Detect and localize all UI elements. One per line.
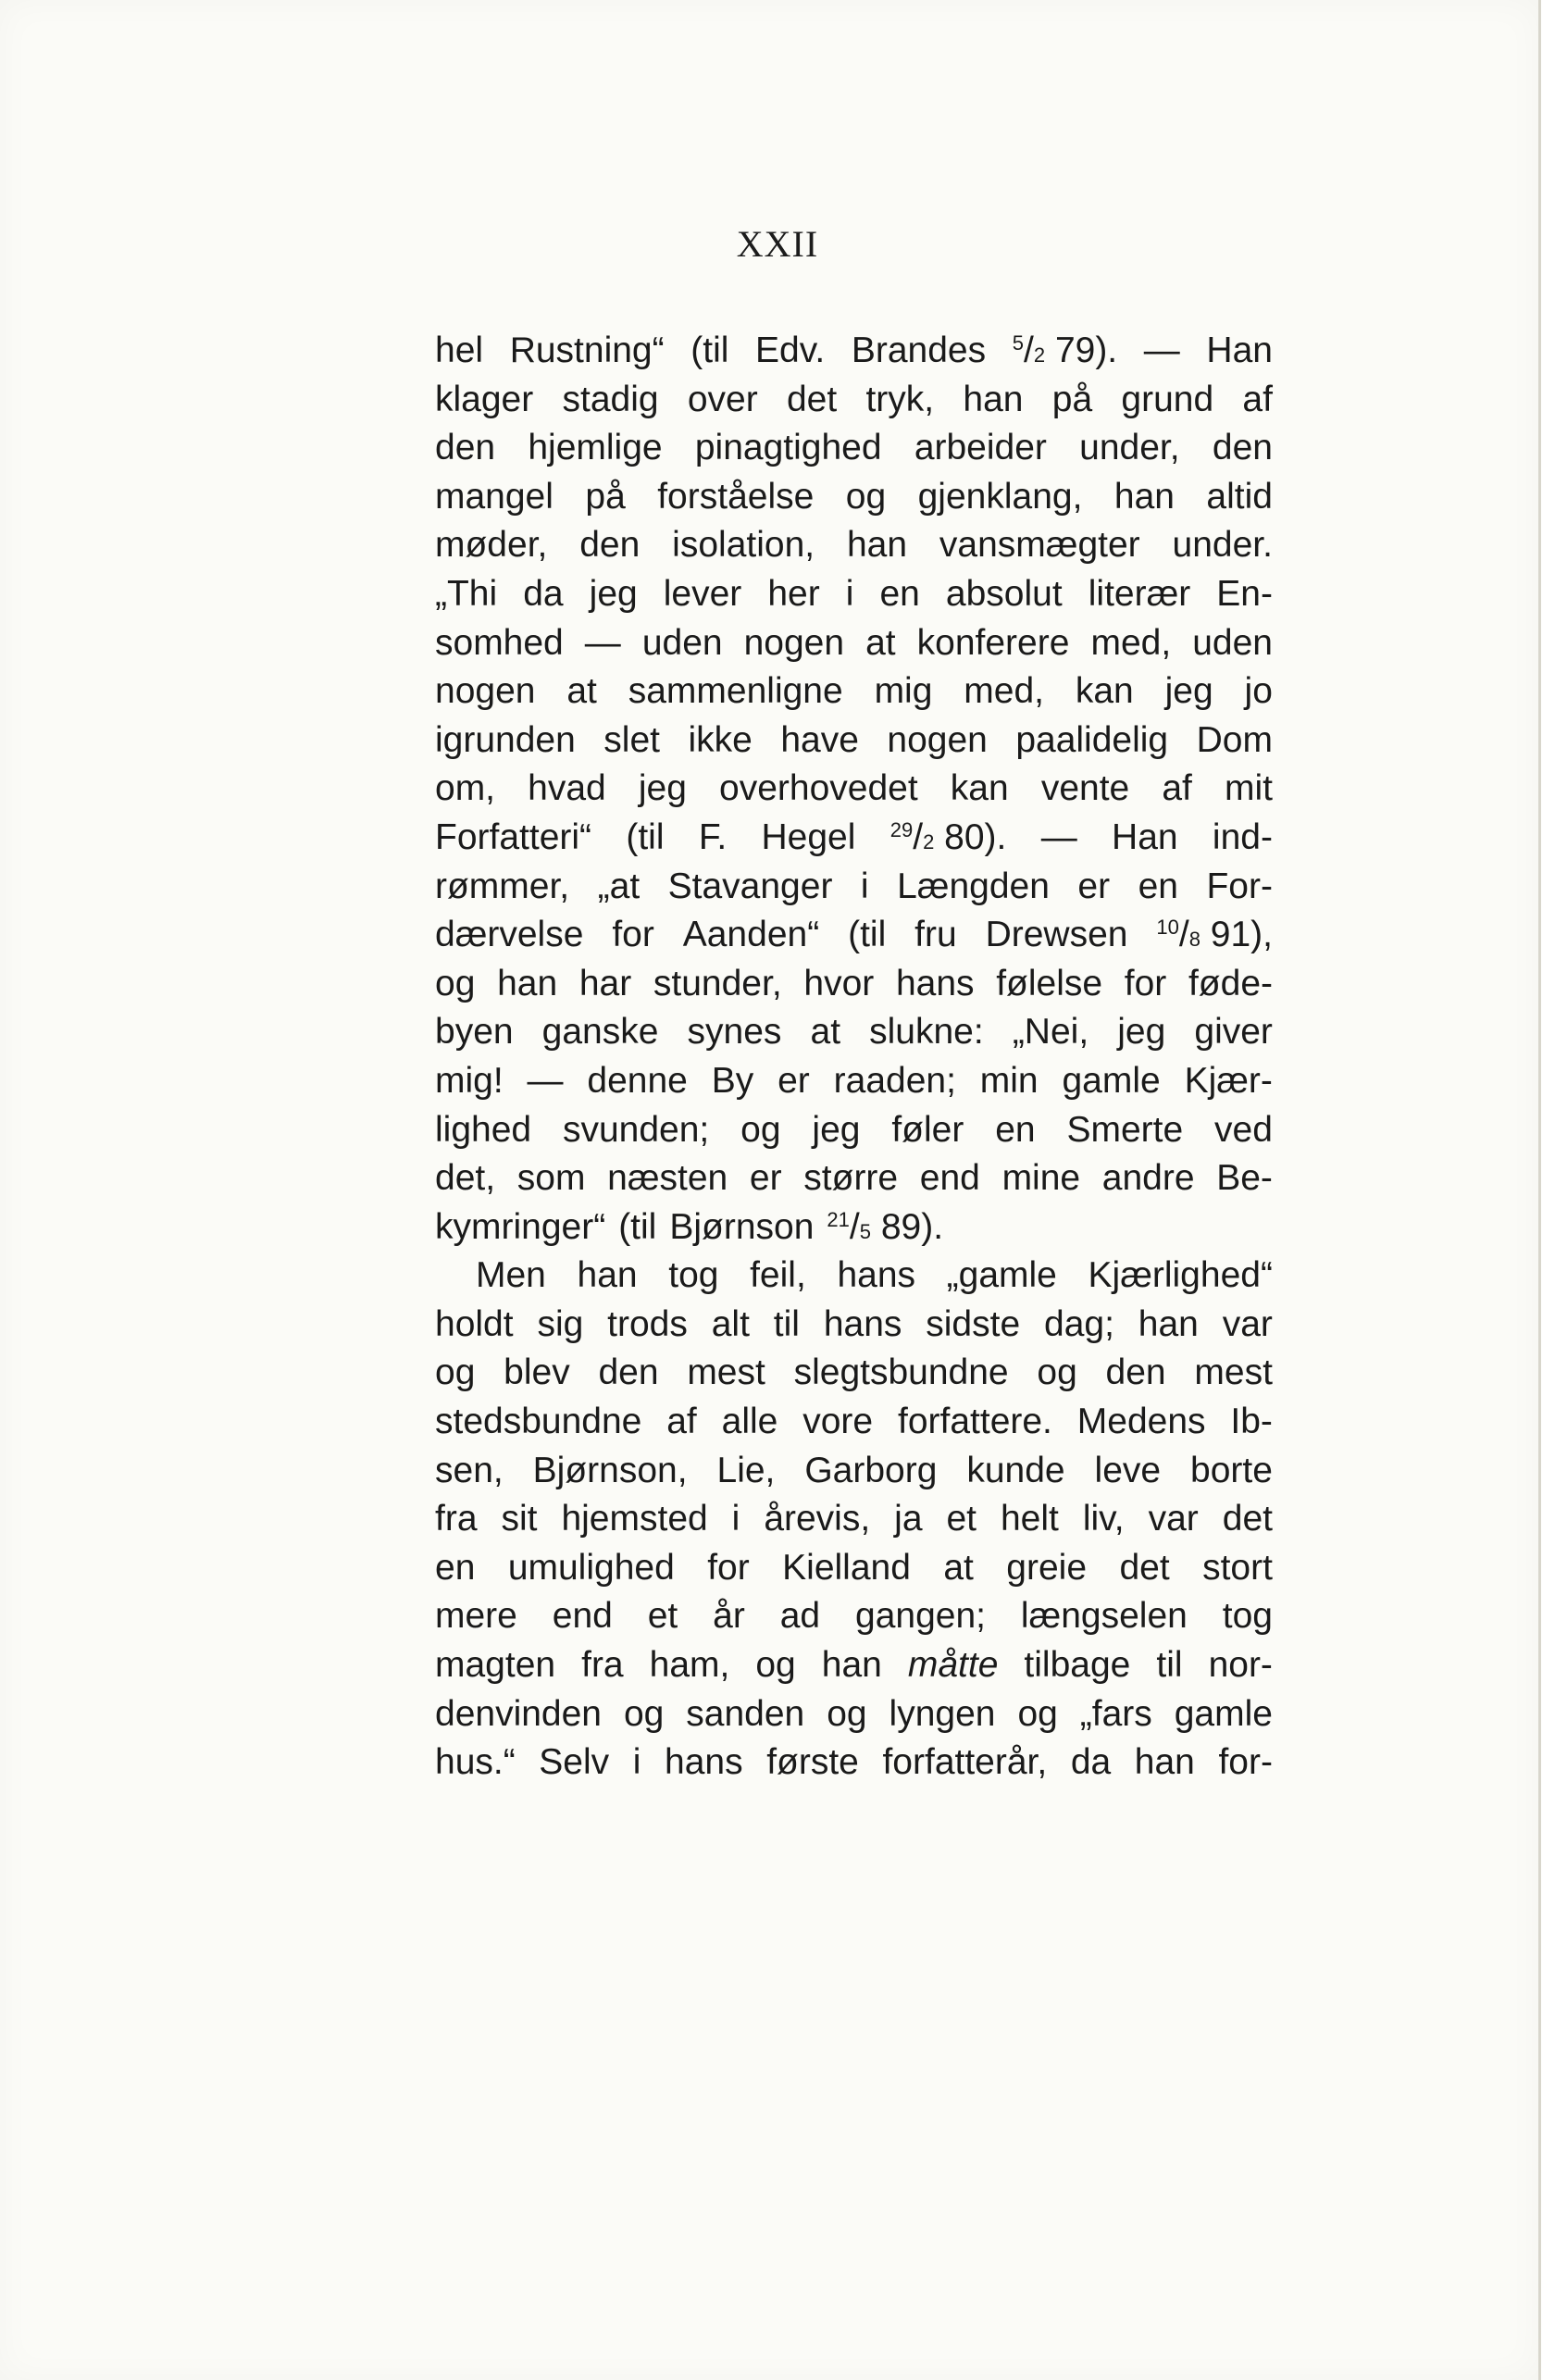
word: Lie, (716, 1450, 776, 1490)
word: overhovedet (719, 768, 918, 809)
word: Kjær- (1184, 1060, 1273, 1101)
word: Han (1112, 816, 1178, 857)
word: sammenligne (628, 671, 843, 712)
word: slet (603, 719, 660, 760)
word: på (585, 476, 626, 517)
word: uden (1192, 622, 1273, 663)
word: En- (1216, 573, 1273, 614)
word: mangel (435, 476, 554, 517)
word: $^{29}$/2 80). (889, 816, 1007, 857)
word: ind- (1212, 816, 1273, 857)
word: Kjærlighed“ (1088, 1255, 1273, 1296)
word: jeg (812, 1109, 861, 1150)
word: forståelse (657, 476, 815, 517)
word: han (846, 525, 908, 566)
word: dag; (1044, 1303, 1114, 1344)
word: er (749, 1158, 782, 1199)
word: og (755, 1645, 796, 1686)
date-day: 5 (1012, 330, 1024, 355)
word: lever (663, 573, 742, 614)
text-line (435, 667, 1273, 716)
word: — (527, 1060, 564, 1101)
word: — (584, 622, 621, 663)
word: ved (1214, 1109, 1273, 1150)
word: forfattere. (897, 1402, 1052, 1442)
word: hvor (803, 963, 875, 1003)
word: nogen (743, 622, 845, 663)
word: en (879, 573, 920, 614)
word: lyngen (889, 1693, 996, 1734)
word: han (963, 379, 1024, 419)
word: ikke (688, 719, 753, 760)
word: om, (435, 768, 496, 809)
word: F. (698, 816, 728, 857)
word: jeg (589, 573, 638, 614)
word: han (577, 1255, 638, 1296)
word: alt (711, 1303, 750, 1344)
word: fra (581, 1645, 624, 1686)
word: over (687, 379, 758, 419)
word: Kielland (782, 1547, 911, 1588)
word: og (435, 1352, 476, 1393)
word: føler (891, 1109, 964, 1150)
word: sanden (686, 1693, 805, 1734)
word: $^{21}$/5 89). (827, 1206, 944, 1247)
word: var (1222, 1303, 1273, 1344)
word: et (946, 1499, 977, 1539)
word: større (803, 1158, 899, 1199)
word: For- (1206, 866, 1273, 906)
word: stunder, (653, 963, 782, 1003)
word: lighed (435, 1109, 532, 1150)
word: føde- (1188, 963, 1273, 1003)
body-text (435, 327, 1273, 1788)
word: feil, (750, 1255, 806, 1296)
word: end (552, 1596, 613, 1637)
word: Be- (1216, 1158, 1273, 1199)
word: i (632, 1742, 641, 1783)
text-line (435, 1203, 1273, 1252)
word: Aanden“ (682, 915, 820, 955)
word: mig (874, 671, 933, 712)
word: slegtsbundne (793, 1352, 1009, 1393)
word: By (711, 1060, 754, 1101)
word: for (612, 915, 654, 955)
word: Han (1206, 330, 1273, 370)
date-month: 8 (1188, 928, 1200, 952)
word: Rustning“ (509, 330, 665, 370)
text-line (435, 1106, 1273, 1155)
word: literær (1088, 573, 1191, 614)
text-line (435, 619, 1273, 668)
word: at (943, 1547, 974, 1588)
word: den (435, 428, 496, 468)
word: dærvelse (435, 915, 584, 955)
word: gamle (1174, 1693, 1273, 1734)
word: min (979, 1060, 1039, 1101)
word: grund (1121, 379, 1214, 419)
word: en (435, 1547, 476, 1588)
word: absolut (945, 573, 1063, 614)
word-text: 91), (1210, 915, 1273, 955)
word: mine (1001, 1158, 1081, 1199)
text-line (435, 1544, 1273, 1593)
word: helt (1000, 1499, 1059, 1539)
word: (til (626, 816, 665, 857)
word: hel (435, 330, 484, 370)
text-line (435, 1495, 1273, 1544)
word: kan (950, 768, 1009, 809)
word: Længden (897, 866, 1050, 906)
word: somhed (435, 622, 564, 663)
word: at (566, 671, 597, 712)
word: synes (687, 1012, 782, 1053)
word: liv, (1082, 1499, 1125, 1539)
word: at (810, 1012, 841, 1053)
word: Hegel (761, 816, 856, 857)
word: stedsbundne (435, 1402, 642, 1442)
word: jo (1244, 671, 1273, 712)
word: raaden; (833, 1060, 956, 1101)
word: og (435, 963, 476, 1003)
word: „gamle (946, 1255, 1057, 1296)
word: da (523, 573, 564, 614)
word: at (865, 622, 896, 663)
word: og (827, 1693, 867, 1734)
word: jeg (1164, 671, 1213, 712)
word: forfatterår, (882, 1742, 1048, 1783)
word: kunde (966, 1450, 1065, 1490)
word: hans (837, 1255, 916, 1296)
text-line (435, 327, 1273, 376)
word: kymringer“ (435, 1206, 606, 1247)
text-line (435, 1008, 1273, 1057)
page-number: XXII (736, 223, 819, 265)
word: i (845, 573, 854, 614)
text-line (435, 1447, 1273, 1496)
word: første (766, 1742, 859, 1783)
date-day: 10 (1156, 915, 1179, 939)
word: arbeider (914, 428, 1047, 468)
word: i (731, 1499, 740, 1539)
word: Bjørnson (669, 1206, 815, 1247)
word: den (579, 525, 641, 566)
word: og (623, 1693, 665, 1734)
text-line (435, 1057, 1273, 1106)
word: gamle (1062, 1060, 1161, 1101)
text-line (435, 473, 1273, 522)
word: det (1222, 1499, 1273, 1539)
word: er (1077, 866, 1111, 906)
word: ja (894, 1499, 923, 1539)
word: have (780, 719, 859, 760)
word: — (1040, 816, 1077, 857)
word: mest (1194, 1352, 1273, 1393)
word: vansmægter (939, 525, 1140, 566)
word: holdt (435, 1303, 514, 1344)
word: stort (1202, 1547, 1273, 1588)
word: „fars (1079, 1693, 1152, 1734)
word: følelse (996, 963, 1103, 1003)
word: og (845, 476, 887, 517)
word: hjemsted (561, 1499, 708, 1539)
word-text: 89). (880, 1206, 944, 1247)
word: da (1070, 1742, 1112, 1783)
word: Men (476, 1255, 546, 1296)
word: af (1162, 768, 1192, 809)
word: under, (1079, 428, 1180, 468)
word: tog (668, 1255, 719, 1296)
word: end (919, 1158, 980, 1199)
word: mere (435, 1596, 517, 1637)
word: fru (914, 915, 957, 955)
word: den (1212, 428, 1273, 468)
text-line (435, 765, 1273, 814)
text-line (435, 1592, 1273, 1641)
word: uden (641, 622, 723, 663)
word: hus.“ (435, 1742, 516, 1783)
word: årevis, (764, 1499, 871, 1539)
word: altid (1206, 476, 1273, 517)
text-line (435, 1349, 1273, 1398)
word: måtte (907, 1645, 999, 1686)
date-month: 2 (1033, 343, 1046, 367)
word: for (707, 1547, 750, 1588)
word: vente (1040, 768, 1130, 809)
word: hvad (528, 768, 606, 809)
word: slukne: (869, 1012, 984, 1053)
word: til (773, 1303, 800, 1344)
word: nogen (435, 671, 536, 712)
word: Garborg (804, 1450, 938, 1490)
text-line (435, 1252, 1273, 1301)
word: hans (665, 1742, 743, 1783)
word: den (598, 1352, 659, 1393)
word: er (778, 1060, 810, 1101)
date-day: 29 (889, 817, 914, 841)
word: han (497, 963, 558, 1003)
word: med, (1090, 622, 1172, 663)
word: med, (964, 671, 1044, 712)
word: det (1119, 1547, 1170, 1588)
word-text: 80). (944, 816, 1007, 857)
word: alle (721, 1402, 778, 1442)
word: Stavanger (667, 866, 833, 906)
word: denne (587, 1060, 688, 1101)
word: hans (895, 963, 975, 1003)
word: denvinden (435, 1693, 602, 1734)
word: fra (435, 1499, 478, 1539)
word: stadig (562, 379, 659, 419)
word: tilbage (1024, 1645, 1131, 1686)
text-line (435, 863, 1273, 912)
word: hans (823, 1303, 902, 1344)
text-line (435, 570, 1273, 619)
word: gjenklang, (917, 476, 1083, 517)
word: tryk, (865, 379, 935, 419)
word: ham, (649, 1645, 730, 1686)
word: han (1113, 476, 1175, 517)
word: i (860, 866, 869, 906)
word: pinagtighed (694, 428, 882, 468)
word: svunden; (562, 1109, 710, 1150)
word: isolation, (672, 525, 815, 566)
word: (til (848, 915, 887, 955)
word: paalidelig (1015, 719, 1169, 760)
text-line (435, 376, 1273, 425)
text-line (435, 1301, 1273, 1350)
word: blev (504, 1352, 570, 1393)
word: som (516, 1158, 586, 1199)
word: borte (1190, 1450, 1273, 1490)
word: sit (501, 1499, 538, 1539)
word: rømmer, (435, 866, 570, 906)
word: Selv (539, 1742, 610, 1783)
word: det, (435, 1158, 496, 1199)
word: igrunden (435, 719, 576, 760)
word: tog (1222, 1596, 1273, 1637)
word: Smerte (1066, 1109, 1184, 1150)
text-line (435, 814, 1273, 863)
word: sig (537, 1303, 584, 1344)
text-line (435, 1641, 1273, 1690)
word: han (1138, 1303, 1199, 1344)
word: og (1037, 1352, 1077, 1393)
word: „at (597, 866, 641, 906)
word: Brandes (851, 330, 987, 370)
word: af (1242, 379, 1273, 419)
word: sidste (926, 1303, 1021, 1344)
word: det (786, 379, 838, 419)
word: (til (690, 330, 729, 370)
word: under. (1172, 525, 1273, 566)
word: (til (618, 1206, 657, 1247)
word: nogen (887, 719, 988, 760)
word: af (666, 1402, 697, 1442)
text-line (435, 1690, 1273, 1739)
word: og (1017, 1693, 1058, 1734)
word: byen (435, 1012, 514, 1053)
date-month: 2 (923, 829, 935, 854)
word: næsten (607, 1158, 728, 1199)
word: „Thi (435, 573, 498, 614)
word: et (647, 1596, 678, 1637)
text-line (435, 960, 1273, 1009)
date-month: 5 (859, 1219, 871, 1243)
word: Dom (1196, 719, 1273, 760)
word: $^5$/2 79). (1012, 330, 1118, 370)
word: ad (779, 1596, 821, 1637)
text-line (435, 716, 1273, 766)
word: var (1148, 1499, 1199, 1539)
word: kan (1075, 671, 1134, 712)
word: giver (1194, 1012, 1273, 1053)
word: møder, (435, 525, 548, 566)
word: hjemlige (528, 428, 663, 468)
word: og (740, 1109, 781, 1150)
word: mit (1225, 768, 1273, 809)
text-line (435, 1738, 1273, 1788)
word: greie (1006, 1547, 1088, 1588)
word: Medens (1076, 1402, 1206, 1442)
word: klager (435, 379, 534, 419)
word: trods (607, 1303, 688, 1344)
word: år (713, 1596, 745, 1637)
word: vore (802, 1402, 874, 1442)
word: til (1156, 1645, 1183, 1686)
word: for- (1218, 1742, 1273, 1783)
word: han (1134, 1742, 1195, 1783)
word: ganske (541, 1012, 659, 1053)
word: Bjørnson, (532, 1450, 688, 1490)
date-day: 21 (827, 1207, 850, 1231)
text-line (435, 424, 1273, 473)
word: her (767, 573, 820, 614)
word: „Nei, (1012, 1012, 1089, 1053)
word: magten (435, 1645, 556, 1686)
word: gangen; (855, 1596, 986, 1637)
word: Forfatteri“ (435, 816, 592, 857)
word: sen, (435, 1450, 504, 1490)
word: $^{10}$/8 91), (1156, 915, 1273, 955)
text-line (435, 521, 1273, 570)
text-line (435, 911, 1273, 960)
word: andre (1101, 1158, 1195, 1199)
word: Ib- (1230, 1402, 1273, 1442)
text-line (435, 1398, 1273, 1447)
word: han (821, 1645, 882, 1686)
word: nor- (1208, 1645, 1273, 1686)
word: på (1051, 379, 1093, 419)
word: umulighed (507, 1547, 675, 1588)
word: for (1124, 963, 1167, 1003)
word: den (1105, 1352, 1166, 1393)
word: en (1138, 866, 1178, 906)
word: leve (1094, 1450, 1162, 1490)
word: — (1143, 330, 1180, 370)
text-line (435, 1154, 1273, 1203)
word: Drewsen (985, 915, 1128, 955)
word: Edv. (755, 330, 826, 370)
word: længselen (1020, 1596, 1188, 1637)
word: mig! (435, 1060, 504, 1101)
word-text: 79). (1054, 330, 1118, 370)
word: jeg (638, 768, 687, 809)
word: en (995, 1109, 1036, 1150)
word: konferere (916, 622, 1070, 663)
word: har (578, 963, 632, 1003)
word: jeg (1117, 1012, 1166, 1053)
word: mest (687, 1352, 765, 1393)
